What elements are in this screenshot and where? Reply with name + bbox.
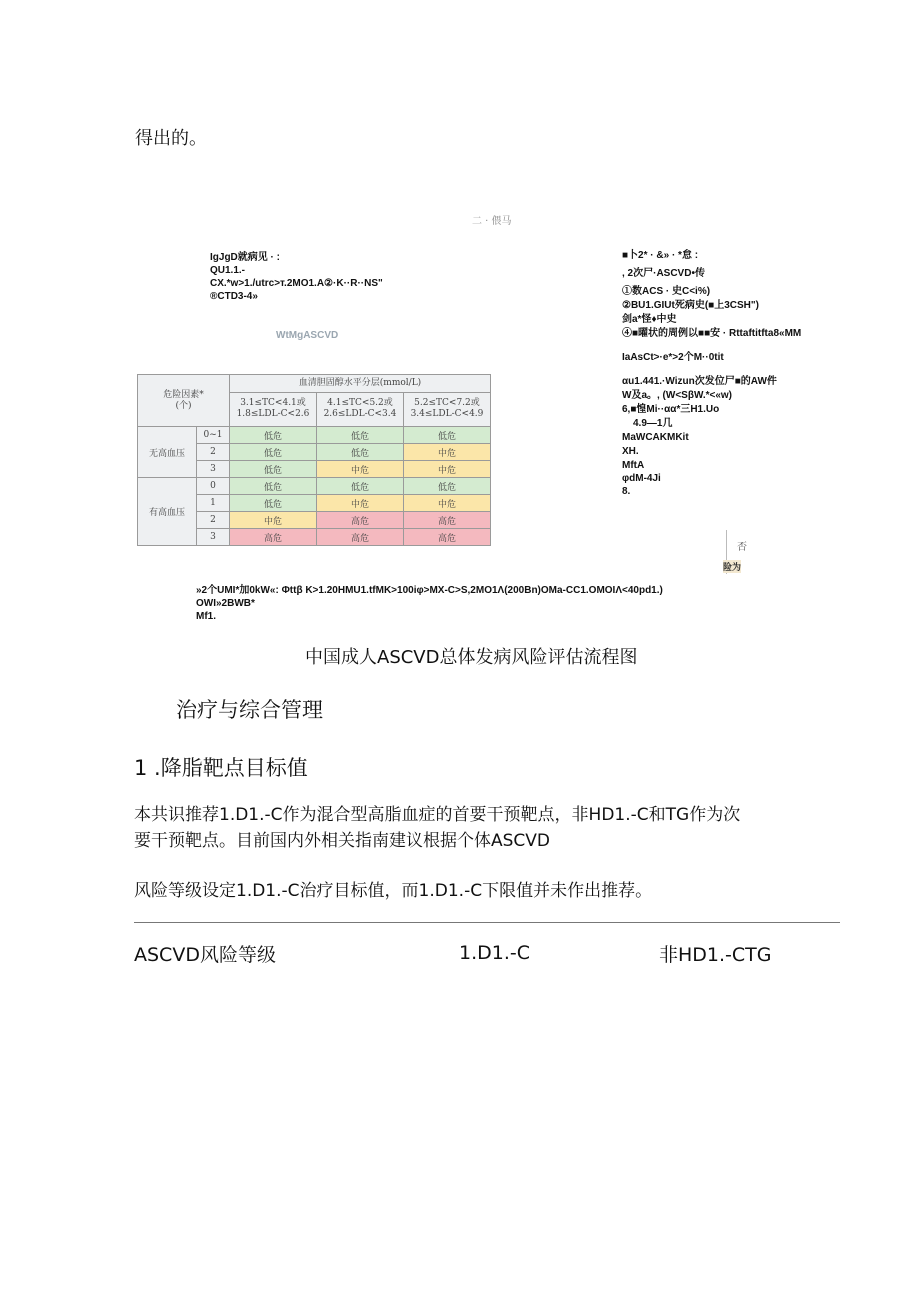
risk-cell: 高危: [403, 512, 490, 529]
table-corner-header: [138, 375, 230, 427]
risk-cell: 中危: [230, 512, 317, 529]
figure-right-line: IaAsCt>·e*>2个M··0tit: [622, 352, 724, 363]
figure-right-line: XH.: [622, 446, 639, 457]
carryover-text: 得出的。: [135, 128, 207, 149]
figure-right-line: W及a。, (W<SβW.*<«w): [622, 390, 733, 401]
figure-right-line: 4.9—1几: [633, 418, 673, 429]
column-header-line: 1.8≤LDL-C<2.6: [236, 409, 310, 420]
figure-bottom-line: OWI»2BWB*: [196, 598, 255, 609]
risk-factor-count: 0~1: [197, 427, 230, 444]
column-header-line: 3.4≤LDL-C<4.9: [410, 409, 484, 420]
risk-cell: 低危: [403, 427, 490, 444]
risk-cell: 低危: [316, 427, 403, 444]
risk-cell: 低危: [230, 427, 317, 444]
paragraph-line: 风险等级设定1.D1.-C治疗目标值，而1.D1.-C下限值并未作出推荐。: [134, 881, 653, 901]
risk-cell: 中危: [403, 461, 490, 478]
figure-bottom-line: »2个UMI*加0kW«: Φttβ K>1.20HMU1.tfMK>100iφ>MX-C>S,2MO1Λ(200Bn)OMa-CC1.OMOIΛ<40pd1.): [196, 585, 663, 596]
risk-cell: 中危: [316, 461, 403, 478]
figure-right-line: ■卜2* · &» · *怠 :: [622, 250, 699, 261]
figure-right-line: φdM-4Ji: [622, 473, 661, 484]
figure-right-line: , 2次尸·ASCVD•传: [622, 268, 705, 279]
side-fragment-text: 险为: [723, 560, 741, 573]
column-header-line: 3.1≤TC<4.1或: [240, 398, 306, 409]
risk-cell: 中危: [403, 495, 490, 512]
risk-cell: 高危: [403, 529, 490, 546]
column-header: [230, 392, 317, 426]
risk-cell: 中危: [403, 444, 490, 461]
figure-bottom-line: Mf1.: [196, 611, 216, 622]
risk-cell: 高危: [230, 529, 317, 546]
table-row: [138, 427, 491, 444]
figure-right-line: 6,■惶Mi··αα*三H1.Uo: [622, 404, 720, 415]
table-row: [138, 478, 491, 495]
paragraph-line: 本共识推荐1.D1.-C作为混合型高脂血症的首要干预靶点，非HD1.-C和TG作为次: [134, 805, 741, 825]
table-header-cell: 非HD1.-CTG: [659, 944, 772, 966]
risk-factor-count: 0: [197, 478, 230, 495]
figure-right-line: ②BU1.GIUt死病史(■上3CSH"): [622, 300, 759, 311]
risk-cell: 低危: [230, 461, 317, 478]
figure-right-line: ①数ACS · 史C<i%): [622, 286, 711, 297]
table-top-rule: [134, 922, 840, 923]
risk-factor-count: 3: [197, 529, 230, 546]
subheading: 1 .降脂靶点目标值: [134, 756, 308, 780]
risk-cell: 低危: [230, 444, 317, 461]
side-fragment-text: 否: [737, 542, 747, 553]
risk-factor-count: 2: [197, 512, 230, 529]
risk-stratification-table: [137, 374, 491, 546]
table-header-cell: ASCVD风险等级: [134, 944, 276, 966]
corner-header-line: (个): [175, 400, 192, 411]
figure-right-line: 8.: [622, 486, 631, 497]
column-header: [403, 392, 490, 426]
risk-factor-count: 2: [197, 444, 230, 461]
side-fragment-box: [723, 530, 749, 574]
risk-cell: 低危: [316, 478, 403, 495]
figure-left-line-4: ®CTD3-4»: [210, 291, 258, 302]
figure-right-line: 剑a*怪♦中史: [622, 314, 677, 325]
risk-cell: 中危: [316, 495, 403, 512]
figure-right-line: MftA: [622, 460, 645, 471]
risk-cell: 低危: [403, 478, 490, 495]
table-header-cell: 1.D1.-C: [459, 942, 531, 964]
risk-cell: 低危: [316, 444, 403, 461]
table-header-row: [138, 375, 491, 393]
section-heading: 治疗与综合管理: [176, 698, 323, 722]
paragraph-line: 要干预靶点。目前国内外相关指南建议根据个体ASCVD: [134, 831, 551, 851]
cholesterol-level-header: 血清胆固醇水平分层(mmol/L): [230, 375, 491, 393]
figure-left-line-1: IgJgD就病见 · :: [210, 252, 280, 263]
risk-cell: 高危: [316, 512, 403, 529]
figure-right-line: αu1.441.·Wizun次发位尸■的AW件: [622, 376, 777, 387]
figure-right-line: MaWCAKMKit: [622, 432, 689, 443]
group-label: 无高血压: [138, 427, 197, 478]
column-header-line: 5.2≤TC<7.2或: [414, 398, 480, 409]
risk-cell: 高危: [316, 529, 403, 546]
risk-cell: 低危: [230, 478, 317, 495]
column-header-line: 2.6≤LDL-C<3.4: [323, 409, 397, 420]
figure-left-line-3: CX.*w>1./utrc>т.2MO1.A②·K··R··NS": [210, 278, 383, 289]
figure-middle-label: WtMgASCVD: [276, 330, 339, 341]
figure-left-line-2: QU1.1.-: [210, 265, 246, 276]
column-header: [316, 392, 403, 426]
risk-factor-count: 3: [197, 461, 230, 478]
figure-caption: 中国成人ASCVD总体发病风险评估流程图: [305, 647, 638, 668]
risk-factor-count: 1: [197, 495, 230, 512]
column-header-line: 4.1≤TC<5.2或: [327, 398, 393, 409]
risk-cell: 低危: [230, 495, 317, 512]
figure-right-line: ④■曜状的周例以■■安 · Rttaftitfta8«MM: [622, 328, 802, 339]
figure-top-label: 二 · 偎马: [472, 216, 512, 227]
group-label: 有高血压: [138, 478, 197, 546]
corner-header-line: 危险因素*: [163, 389, 204, 400]
